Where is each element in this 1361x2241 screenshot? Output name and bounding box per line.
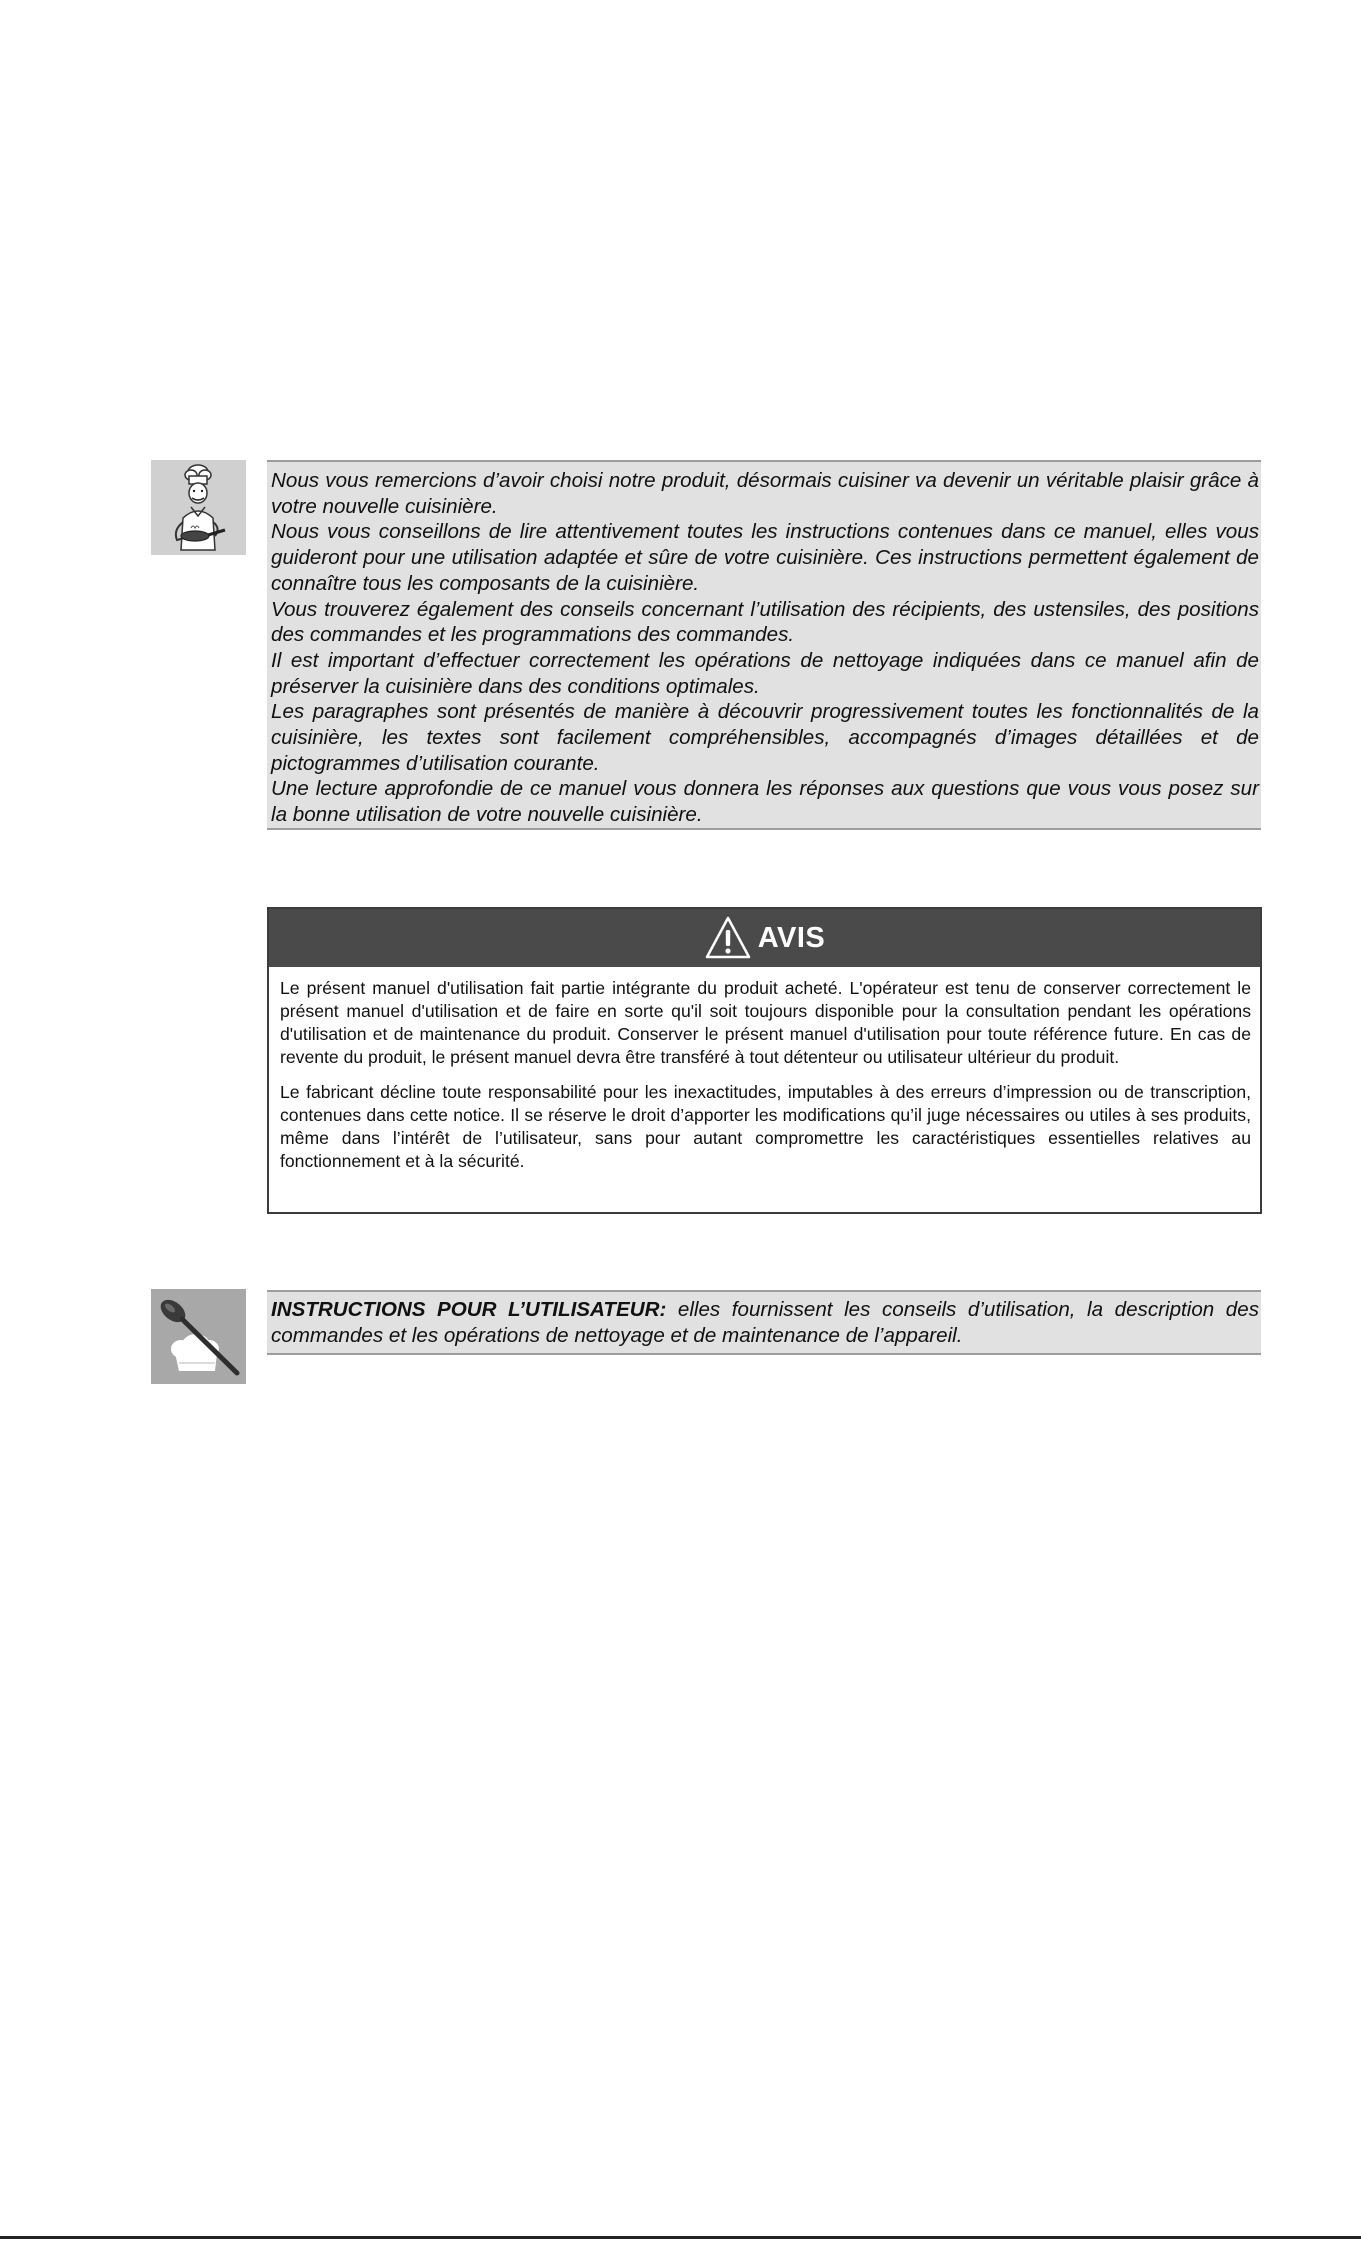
intro-paragraph: Nous vous conseillons de lire attentivement toutes les instructions contenues dans ce manuel, elles vous guideront pour une utilisation adaptée et sûre de votre cuisinière. Ces instructions permettent également de connaître tous les composants de la cuisinière.	[271, 520, 1259, 595]
notice-box	[267, 907, 1262, 1214]
notice-paragraph: Le présent manuel d'utilisation fait partie intégrante du produit acheté. L'opérateur est tenu de conserver correctement le présent manuel d'utilisation et de faire en sorte qu'il soit toujours disponible pour la consultation pendant les opérations d'utilisation et de maintenance du produit. Conserver le présent manuel d'utilisation pour toute référence future. En cas de revente du produit, le présent manuel devra être transféré à tout détenteur ou utilisateur ultérieur du produit.	[280, 978, 1251, 1067]
user-instructions-text	[271, 1297, 1259, 1349]
user-instructions-panel	[267, 1290, 1261, 1355]
intro-paragraph: Il est important d’effectuer correctement les opérations de nettoyage indiquées dans ce manuel afin de préserver la cuisinière dans des conditions optimales.	[271, 648, 1259, 698]
user-instructions-body: elles fournissent les conseils d’utilisation, la description des commandes et les opérations de nettoyage et de maintenance de l’appareil.	[271, 1298, 1259, 1347]
chef-icon	[151, 460, 246, 555]
intro-paragraph: Les paragraphes sont présentés de manière à découvrir progressivement toutes les fonctionnalités de la cuisinière, les textes sont facilement compréhensibles, accompagnés d’images détaillées et de pictogrammes d’utilisation courante.	[271, 700, 1259, 775]
notice-body	[269, 967, 1260, 1173]
intro-paragraph: Une lecture approfondie de ce manuel vous donnera les réponses aux questions que vous vous posez sur la bonne utilisation de votre nouvelle cuisinière.	[271, 777, 1259, 827]
user-instructions-label: INSTRUCTIONS POUR L’UTILISATEUR:	[271, 1298, 667, 1321]
intro-paragraph: Vous trouverez également des conseils concernant l’utilisation des récipients, des ustensiles, des positions des commandes et les programmations des commandes.	[271, 597, 1259, 647]
warning-triangle-icon	[704, 915, 752, 961]
notice-title: AVIS	[757, 921, 826, 954]
intro-paragraph: Nous vous remercions d’avoir choisi notre produit, désormais cuisiner va devenir un véritable plaisir grâce à votre nouvelle cuisinière.	[271, 469, 1259, 518]
notice-paragraph: Le fabricant décline toute responsabilité pour les inexactitudes, imputables à des erreurs d’impression ou de transcription, contenues dans cette notice. Il se réserve le droit d’apporter les modifications qu’il juge nécessaires ou utiles à ses produits, même dans l’intérêt de l’utilisateur, sans pour autant compromettre les caractéristiques essentielles relatives au fonctionnement et à la sécurité.	[280, 1082, 1251, 1171]
spoon-chef-hat-icon	[151, 1289, 246, 1384]
page-bottom-rule	[0, 2236, 1361, 2239]
intro-panel	[267, 460, 1261, 830]
notice-header	[269, 909, 1260, 967]
